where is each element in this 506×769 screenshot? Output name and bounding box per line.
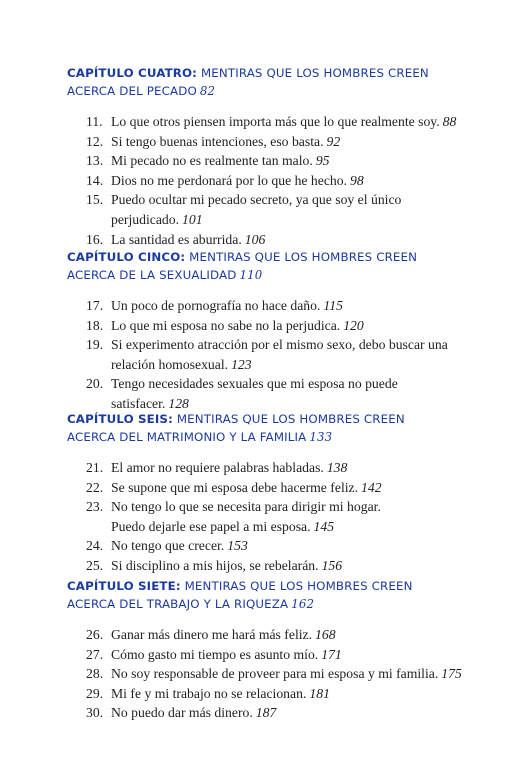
entry-number: 25. (86, 557, 104, 573)
entry-page-number: 92 (326, 133, 341, 149)
entry-number: 28. (86, 666, 104, 682)
entry-number: 12. (86, 133, 104, 149)
entry-number: 26. (86, 627, 104, 642)
chapter-label: CAPÍTULO CINCO: (67, 250, 186, 264)
list-item (67, 374, 467, 413)
list-item (67, 335, 467, 374)
list-item (67, 230, 467, 250)
list-item (67, 497, 467, 536)
list-item (67, 132, 467, 152)
entry-number: 21. (86, 460, 104, 475)
entry-page-number: 101 (182, 211, 203, 227)
chapter-page-number: 82 (199, 84, 216, 98)
chapter-section (67, 577, 467, 723)
entry-text-line1: No tengo lo que se necesita para dirigir mi hogar. (111, 499, 381, 515)
entry-number: 17. (86, 298, 104, 313)
entry-page-number: 95 (315, 153, 330, 169)
entry-page-number: 156 (321, 557, 343, 573)
list-item (67, 703, 467, 723)
entry-number: 16. (86, 231, 104, 247)
list-item (67, 316, 467, 336)
chapter-heading-line2 (67, 428, 467, 446)
entry-page-number: 168 (315, 627, 336, 642)
entry-number: 15. (86, 192, 104, 208)
entry-number: 22. (86, 479, 104, 495)
entry-number: 18. (86, 317, 104, 333)
entry-page-number: 115 (323, 298, 343, 313)
chapter-heading-line2 (67, 266, 467, 284)
entry-page-number: 120 (343, 317, 364, 333)
entry-number: 13. (86, 153, 104, 169)
chapter-section (67, 248, 467, 414)
entry-page-number: 187 (255, 705, 277, 721)
chapter-label: CAPÍTULO SEIS: (67, 412, 173, 426)
entry-number: 11. (86, 114, 103, 129)
entry-number: 23. (86, 499, 104, 515)
entry-text: Ganar más dinero me hará más feliz. (111, 627, 313, 642)
list-item (67, 478, 467, 498)
entry-page-number: 145 (313, 518, 335, 534)
entry-number: 27. (86, 646, 104, 662)
entry-text: Un poco de pornografía no hace daño. (111, 298, 321, 313)
entry-page-number: 138 (326, 460, 348, 475)
entry-text-line1: Puedo ocultar mi pecado secreto, ya que soy el único (111, 192, 402, 208)
chapter-heading-line1 (67, 248, 467, 266)
list-item (67, 625, 467, 645)
chapter-title-part1: MENTIRAS QUE LOS HOMBRES CREEN (185, 250, 418, 264)
entry-text-line2: Puedo dejarle ese papel a mi esposa. (111, 518, 311, 534)
entry-text: La santidad es aburrida. (111, 231, 242, 247)
chapter-title-part2: ACERCA DE LA SEXUALIDAD (67, 268, 237, 282)
entry-page-number: 98 (350, 172, 364, 188)
list-item (67, 536, 467, 556)
chapter-title-part1: MENTIRAS QUE LOS HOMBRES CREEN (172, 412, 405, 426)
chapter-title-part2: ACERCA DEL MATRIMONIO Y LA FAMILIA (67, 430, 307, 444)
chapter-heading-line2 (67, 595, 467, 613)
chapter-heading-line1 (67, 577, 467, 595)
entry-page-number: 153 (227, 538, 248, 554)
entry-text: Mi fe y mi trabajo no se relacionan. (111, 685, 307, 701)
chapter-heading-line1 (67, 64, 467, 82)
entry-number: 29. (86, 685, 104, 701)
entry-page-number: 181 (309, 685, 330, 701)
entry-text: No tengo que crecer. (111, 538, 225, 554)
entry-number: 14. (86, 172, 104, 188)
entry-list (67, 112, 467, 249)
chapter-heading (67, 64, 467, 100)
entry-text: Si disciplino a mis hijos, se rebelarán. (111, 557, 319, 573)
entry-number: 24. (86, 538, 104, 554)
list-item (67, 171, 467, 191)
list-item (67, 664, 467, 684)
entry-text: Lo que mi esposa no sabe no la perjudica. (111, 317, 341, 333)
entry-text: No soy responsable de proveer para mi esposa y mi familia. (111, 666, 439, 682)
chapter-section (67, 64, 467, 249)
entry-number: 20. (86, 376, 104, 392)
entry-text-line2: perjudicado. (111, 211, 180, 227)
chapter-page-number: 133 (309, 430, 333, 444)
entry-text-line1: Tengo necesidades sexuales que mi esposa no puede (111, 376, 398, 392)
chapter-title-part1: MENTIRAS QUE LOS HOMBRES CREEN (180, 579, 413, 593)
chapter-page-number: 162 (291, 597, 315, 611)
entry-page-number: 88 (442, 114, 457, 129)
chapter-label: CAPÍTULO SIETE: (67, 579, 181, 593)
entry-page-number: 123 (231, 356, 252, 372)
list-item (67, 112, 467, 132)
chapter-heading-line2 (67, 82, 467, 100)
entry-text: Mi pecado no es realmente tan malo. (111, 153, 313, 169)
entry-number: 30. (86, 705, 104, 721)
entry-list (67, 458, 467, 576)
entry-page-number: 171 (321, 646, 342, 662)
entry-page-number: 175 (441, 666, 462, 682)
chapter-label: CAPÍTULO CUATRO: (67, 66, 198, 80)
entry-text: No puedo dar más dinero. (111, 705, 253, 721)
entry-number: 19. (86, 337, 104, 353)
entry-text: Dios no me perdonará por lo que he hecho. (111, 172, 348, 188)
chapter-heading (67, 248, 467, 284)
chapter-title-part2: ACERCA DEL PECADO (67, 84, 197, 98)
entry-page-number: 128 (168, 395, 189, 411)
entry-text: Cómo gasto mi tiempo es asunto mío. (111, 646, 319, 662)
list-item (67, 296, 467, 316)
entry-text: Lo que otros piensen importa más que lo que realmente soy. (111, 114, 440, 129)
list-item (67, 458, 467, 478)
entry-list (67, 296, 467, 414)
chapter-heading-line1 (67, 410, 467, 428)
chapter-title-part1: MENTIRAS QUE LOS HOMBRES CREEN (197, 66, 429, 80)
list-item (67, 190, 467, 229)
chapter-page-number: 110 (239, 268, 263, 282)
entry-text: Se supone que mi esposa debe hacerme feliz. (111, 479, 359, 495)
entry-text-line2: satisfacer. (111, 395, 166, 411)
list-item (67, 151, 467, 171)
entry-list (67, 625, 467, 723)
entry-text: Si tengo buenas intenciones, eso basta. (111, 133, 324, 149)
list-item (67, 645, 467, 665)
entry-text: El amor no requiere palabras habladas. (111, 460, 324, 475)
entry-page-number: 106 (244, 231, 266, 247)
entry-page-number: 142 (361, 479, 382, 495)
chapter-heading (67, 577, 467, 613)
chapter-title-part2: ACERCA DEL TRABAJO Y LA RIQUEZA (67, 597, 289, 611)
chapter-heading (67, 410, 467, 446)
entry-text-line1: Si experimento atracción por el mismo sexo, debo buscar una (111, 337, 448, 353)
entry-text-line2: relación homosexual. (111, 356, 229, 372)
chapter-section (67, 410, 467, 576)
list-item (67, 684, 467, 704)
list-item (67, 556, 467, 576)
